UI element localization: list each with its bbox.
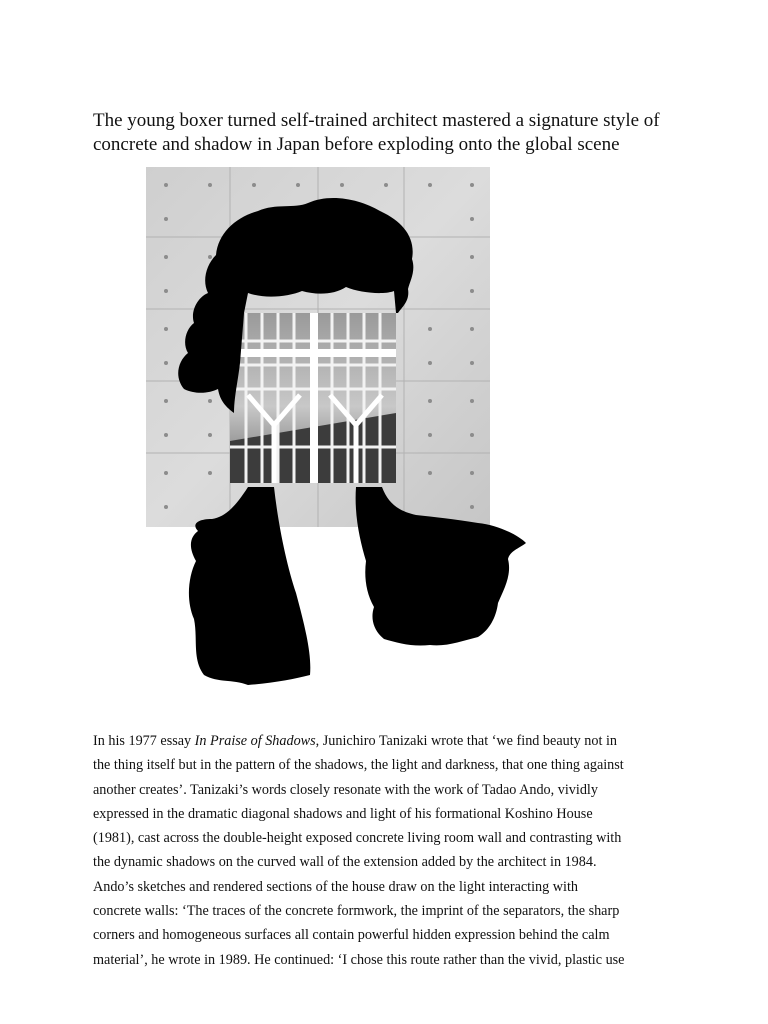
body-line: corners and homogeneous surfaces all contain powerful hidden expression behind the calm (93, 927, 610, 944)
headline-line: The young boxer turned self-trained architect mastered a signature style of (93, 110, 660, 131)
body-text-run: In his 1977 essay (93, 733, 195, 749)
essay-title: In Praise of Shadows (194, 733, 316, 749)
body-line: another creates’. Tanizaki’s words closely resonate with the work of Tadao Ando, vividly (93, 781, 598, 798)
body-line (93, 729, 681, 753)
window-face (230, 313, 396, 483)
body-line: expressed in the dramatic diagonal shadows and light of his formational Koshino House (93, 805, 593, 822)
body-line: Ando’s sketches and rendered sections of the house draw on the light interacting with (93, 878, 579, 895)
body-line: the thing itself but in the pattern of the shadows, the light and darkness, that one thing against (93, 757, 624, 774)
body-line: material’, he wrote in 1989. He continued: ‘I chose this route rather than the vivid, plastic use (93, 951, 625, 968)
body-line: concrete walls: ‘The traces of the concrete formwork, the imprint of the separators, the sharp (93, 903, 620, 920)
body-line: the dynamic shadows on the curved wall of the extension added by the architect in 1984. (93, 854, 597, 871)
article-body (93, 729, 681, 972)
body-text-run: , Junichiro Tanizaki wrote that ‘we find beauty not in (315, 733, 618, 749)
article-headline (93, 109, 693, 157)
headline-line: concrete and shadow in Japan before exploding onto the global scene (93, 134, 620, 155)
portrait-illustration (98, 163, 534, 693)
body-line: (1981), cast across the double-height exposed concrete living room wall and contrasting with (93, 830, 622, 847)
